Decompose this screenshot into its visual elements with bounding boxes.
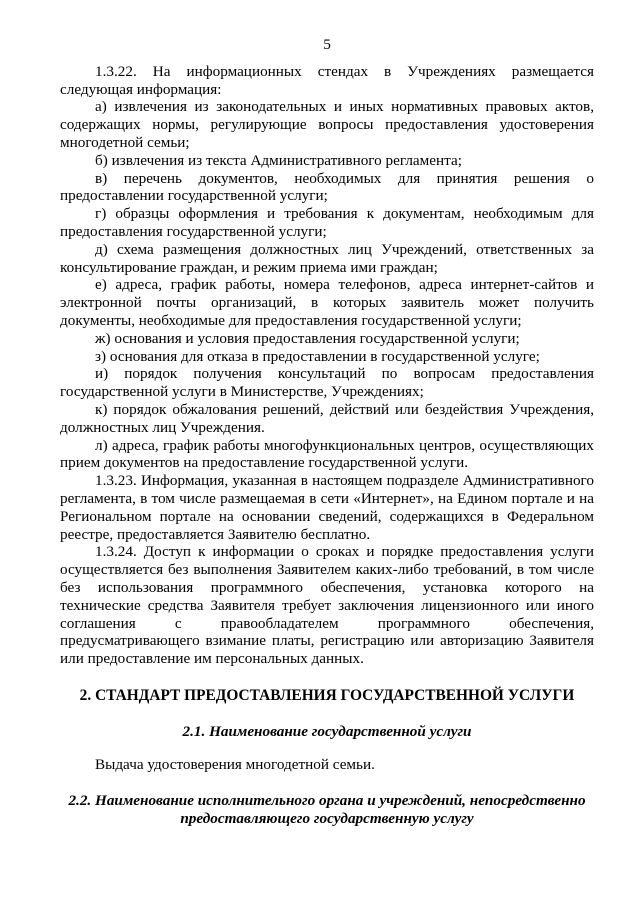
subsection-2-1-heading: 2.1. Наименование государственной услуги bbox=[182, 722, 472, 740]
spacer bbox=[60, 774, 594, 792]
list-item-e: е) адреса, график работы, номера телефонов, адреса интернет-сайтов и электронной почты организаций, в которых заявитель может получить документы, необходимые для предоставления государственной услуги; bbox=[60, 276, 594, 329]
list-item-g: г) образцы оформления и требования к документам, необходимым для предоставления государственной услуги; bbox=[60, 205, 594, 240]
section-2-heading: 2. СТАНДАРТ ПРЕДОСТАВЛЕНИЯ ГОСУДАРСТВЕННОЙ УСЛУГИ bbox=[79, 686, 575, 704]
list-item-a: а) извлечения из законодательных и иных нормативных правовых актов, содержащих нормы, регулирующие вопросы предоставления удостоверения многодетной семьи; bbox=[60, 98, 594, 151]
list-item-l: л) адреса, график работы многофункциональных центров, осуществляющих прием документов на предоставление государственной услуги. bbox=[60, 436, 594, 472]
list-item-k: к) порядок обжалования решений, действий или бездействия Учреждения, должностных лиц Учреждения. bbox=[60, 400, 594, 436]
paragraph-1-3-24: 1.3.24. Доступ к информации о сроках и порядке предоставления услуги осуществляется без выполнения Заявителем каких-либо требований, в том числе без использования программного обеспечения, установка которого на технические средства Заявителя требует заключения лицензионного или иного соглашения с правообладателем программного обеспечения, предусматривающего взимание платы, регистрацию или авторизацию Заявителя или предоставление им персональных данных. bbox=[60, 543, 594, 668]
spacer bbox=[60, 740, 594, 756]
subsection-2-1-text: Выдача удостоверения многодетной семьи. bbox=[95, 756, 375, 774]
list-item-b: б) извлечения из текста Административного регламента; bbox=[95, 151, 462, 169]
list-item-d: д) схема размещения должностных лиц Учреждений, ответственных за консультирование граждан, и режим приема ими граждан; bbox=[60, 240, 594, 276]
list-item-i: и) порядок получения консультаций по вопросам предоставления государственной услуги в Министерстве, Учреждениях; bbox=[60, 365, 594, 401]
document-page bbox=[60, 36, 594, 828]
subsection-2-2-heading-line2: предоставляющего государственную услугу bbox=[180, 810, 474, 828]
subsection-2-2-heading-line1: 2.2. Наименование исполнительного органа и учреждений, непосредственно bbox=[68, 792, 586, 810]
list-item-zh: ж) основания и условия предоставления государственной услуги; bbox=[95, 329, 520, 347]
page-number: 5 bbox=[323, 36, 331, 53]
paragraph-1-3-23: 1.3.23. Информация, указанная в настоящем подразделе Административного регламента, в том числе размещаемая в сети «Интернет», на Едином портале и на Региональном портале на основании сведений, содержащихся в Федеральном реестре, предоставляется Заявителю бесплатно. bbox=[60, 472, 594, 543]
paragraph-1-3-22: 1.3.22. На информационных стендах в Учреждениях размещается следующая информация: bbox=[60, 62, 594, 98]
spacer bbox=[60, 705, 594, 723]
list-item-z: з) основания для отказа в предоставлении в государственной услуге; bbox=[95, 347, 540, 365]
list-item-v: в) перечень документов, необходимых для принятия решения о предоставлении государственной услуги; bbox=[60, 169, 594, 205]
spacer bbox=[60, 668, 594, 687]
